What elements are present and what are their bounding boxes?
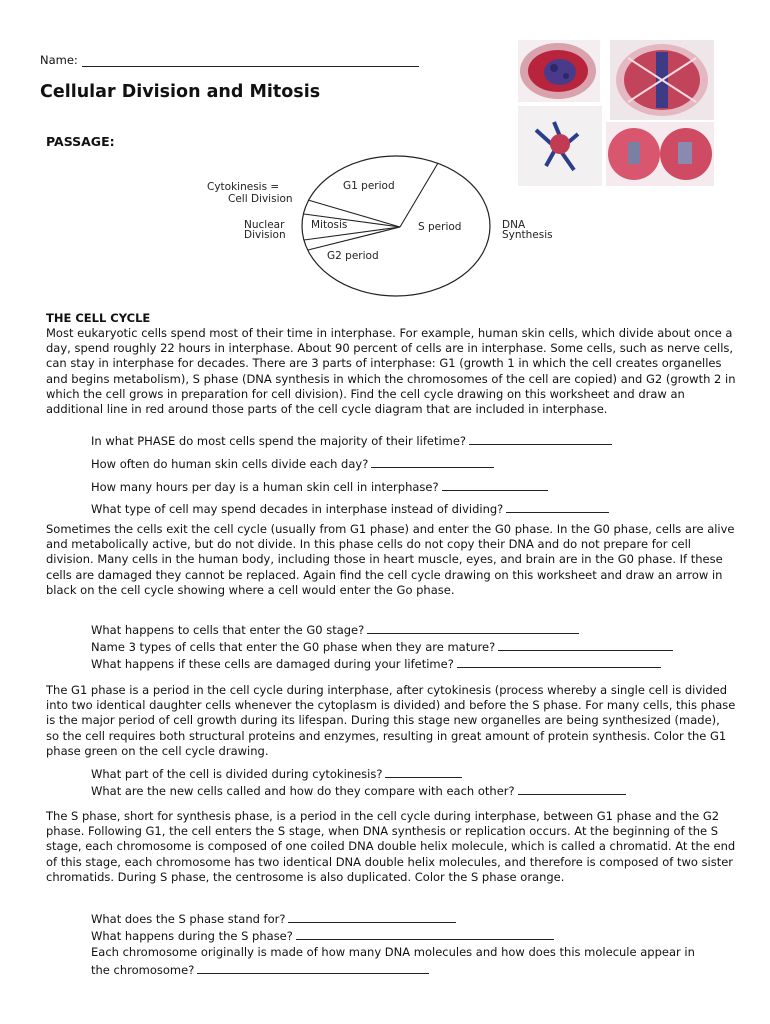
question-row <box>91 655 661 672</box>
question-row <box>91 765 462 782</box>
cell-cycle-heading: THE CELL CYCLE <box>46 311 151 325</box>
answer-blank[interactable] <box>498 638 673 651</box>
question-text: What happens during the S phase? <box>91 929 293 943</box>
s-period-label: S period <box>418 221 462 233</box>
name-blank[interactable] <box>82 52 419 67</box>
question-text: What happens if these cells are damaged during your lifetime? <box>91 657 454 671</box>
question-text: What are the new cells called and how do they compare with each other? <box>91 784 515 798</box>
question-text: What happens to cells that enter the G0 stage? <box>91 623 365 637</box>
question-row <box>91 910 456 927</box>
question-row <box>91 944 711 979</box>
answer-blank[interactable] <box>371 455 494 468</box>
name-label: Name: <box>40 53 78 67</box>
answer-blank[interactable] <box>385 765 462 778</box>
answer-blank[interactable] <box>367 621 579 634</box>
question-text: What type of cell may spend decades in interphase instead of dividing? <box>91 502 504 516</box>
question-text: In what PHASE do most cells spend the majority of their lifetime? <box>91 434 467 448</box>
answer-blank[interactable] <box>506 500 609 513</box>
answer-blank[interactable] <box>457 655 661 668</box>
question-text: How many hours per day is a human skin cell in interphase? <box>91 480 439 494</box>
question-text: How often do human skin cells divide each day? <box>91 457 369 471</box>
question-row <box>91 621 579 638</box>
cytokinesis-label-1: Cytokinesis = <box>207 181 280 193</box>
mitosis-label: Mitosis <box>311 219 348 231</box>
name-field-row <box>40 52 419 67</box>
g2-period-label: G2 period <box>327 250 379 262</box>
answer-blank[interactable] <box>518 782 626 795</box>
question-row <box>91 500 609 517</box>
nuclear-label-1: Nuclear <box>244 219 285 231</box>
nuclear-label-2: Division <box>244 229 286 241</box>
g1-period-label: G1 period <box>343 180 395 192</box>
g0-paragraph: Sometimes the cells exit the cell cycle (usually from G1 phase) and enter the G0 phase. In the G0 phase, cells are alive and metabolically active, but do not divide. In this phase cells do not copy their DNA and do not prepare for cell division. Many cells in the human body, including those in heart muscle, eyes, and brain are in the G0 phase. If these cells are damaged they cannot be replaced. Again find the cell cycle drawing on this worksheet and draw an arrow in black on the cell cycle showing where a cell would enter the Go phase. <box>46 522 735 597</box>
cell-cycle-diagram <box>200 152 570 306</box>
question-row <box>91 478 548 495</box>
g1-paragraph: The G1 phase is a period in the cell cycle during interphase, after cytokinesis (process whereby a single cell is divided into two identical daughter cells whenever the cytoplasm is divided) and before the S phase. For many cells, this phase is the major period of cell growth during its lifespan. During this stage new organelles are being synthesized (made), so the cell requires both structural proteins and enzymes, resulting in great amount of protein synthesis. Color the G1 phase green on the cell cycle drawing. <box>46 683 736 758</box>
answer-blank[interactable] <box>296 927 554 940</box>
answer-blank[interactable] <box>197 961 429 974</box>
question-text: What part of the cell is divided during cytokinesis? <box>91 767 383 781</box>
question-row <box>91 927 554 944</box>
s-phase-paragraph: The S phase, short for synthesis phase, is a period in the cell cycle during interphase, between G1 phase and the G2 phase. Following G1, the cell enters the S stage, when DNA synthesis or replication occurs. At the beginning of the S stage, each chromosome is composed of one coiled DNA double helix molecule, which is called a chromatid. At the end of this stage, each chromosome has two identical DNA double helix molecules, and therefore is composed of two sister chromatids. During S phase, the centrosome is also duplicated. Color the S phase orange. <box>46 809 736 884</box>
question-row <box>91 782 626 799</box>
passage-label: PASSAGE: <box>46 134 115 149</box>
page-title: Cellular Division and Mitosis <box>40 82 321 102</box>
cytokinesis-label-2: Cell Division <box>228 193 293 205</box>
cell-cycle-paragraph: Most eukaryotic cells spend most of their time in interphase. For example, human skin cells, which divide about once a day, spend roughly 22 hours in interphase. About 90 percent of cells are in interphase. Some cells, such as nerve cells, can stay in interphase for decades. There are 3 parts of interphase: G1 (growth 1 in which the cell creates organelles and begins metabolism), S phase (DNA synthesis in which the chromosomes of the cell are copied) and G2 (growth 2 in which the cell grows in preparation for cell division). Find the cell cycle drawing on this worksheet and draw an additional line in red around those parts of the cell cycle diagram that are included in interphase. <box>46 326 736 417</box>
question-text: Each chromosome originally is made of how many DNA molecules and how does this molecule appear in the chromosome? <box>91 945 695 977</box>
dna-label-2: Synthesis <box>502 229 553 241</box>
question-text: Name 3 types of cells that enter the G0 phase when they are mature? <box>91 640 496 654</box>
question-row <box>91 432 612 449</box>
answer-blank[interactable] <box>469 432 612 445</box>
question-row <box>91 455 494 472</box>
question-text: What does the S phase stand for? <box>91 912 286 926</box>
answer-blank[interactable] <box>442 478 548 491</box>
question-row <box>91 638 673 655</box>
answer-blank[interactable] <box>288 910 456 923</box>
dna-label-1: DNA <box>502 219 526 231</box>
